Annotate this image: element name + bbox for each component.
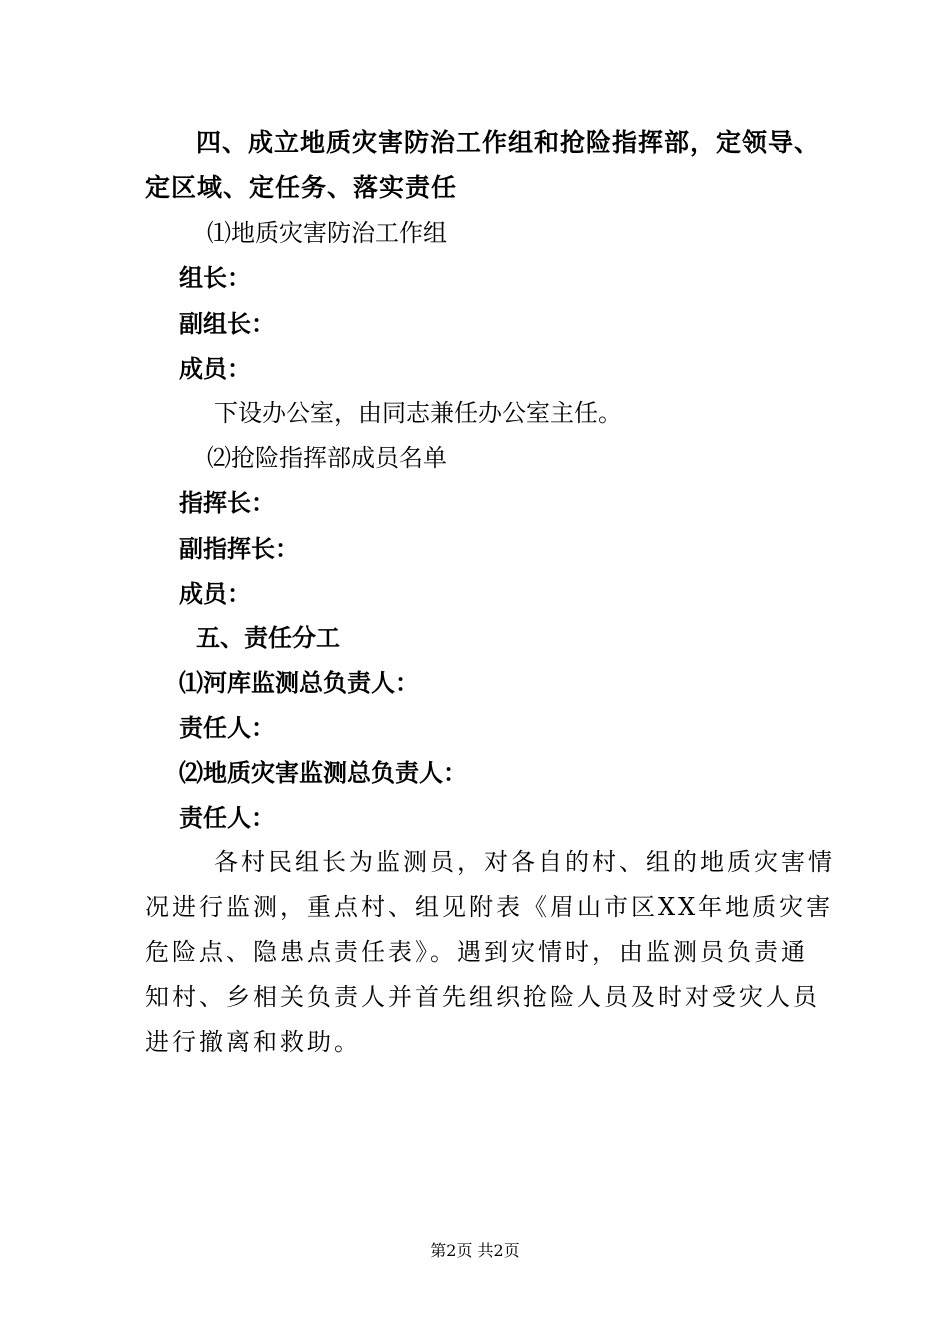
paragraph-line-4: 知村、乡相关负责人并首先组织抢险人员及时对受灾人员 [145,983,820,1011]
section5-heading: 五、责任分工 [196,624,340,652]
group2-title: ⑵抢险指挥部成员名单 [207,444,447,472]
paragraph-line-1: 各村民组长为监测员，对各自的村、组的地质灾害情 [214,848,835,876]
group1-title: ⑴地质灾害防治工作组 [207,219,447,247]
item1-label: ⑴河库监测总负责人： [179,669,419,697]
page-footer: 第2页 共2页 [430,1241,520,1260]
group2-deputy-commander-label: 副指挥长： [179,535,299,563]
paragraph-line-5: 进行撤离和救助。 [145,1028,361,1056]
group1-deputy-leader-label: 副组长： [179,310,275,338]
item2-responsible-label: 责任人： [179,804,275,832]
paragraph-line-3: 危险点、隐患点责任表》。遇到灾情时，由监测员负责通 [145,938,808,966]
section4-heading-line2: 定区域、定任务、落实责任 [145,173,458,202]
group2-members-label: 成员： [179,580,251,608]
paragraph-line-2: 况进行监测，重点村、组见附表《眉山市区XX年地质灾害 [145,893,834,921]
item1-responsible-label: 责任人： [179,714,275,742]
group1-office-note: 下设办公室，由同志兼任办公室主任。 [214,399,622,427]
group1-members-label: 成员： [179,355,251,383]
section4-heading-line1: 四、成立地质灾害防治工作组和抢险指挥部，定领导、 [196,128,821,157]
item2-label: ⑵地质灾害监测总负责人： [179,759,467,787]
group2-commander-label: 指挥长： [179,489,275,517]
group1-leader-label: 组长： [179,264,251,292]
